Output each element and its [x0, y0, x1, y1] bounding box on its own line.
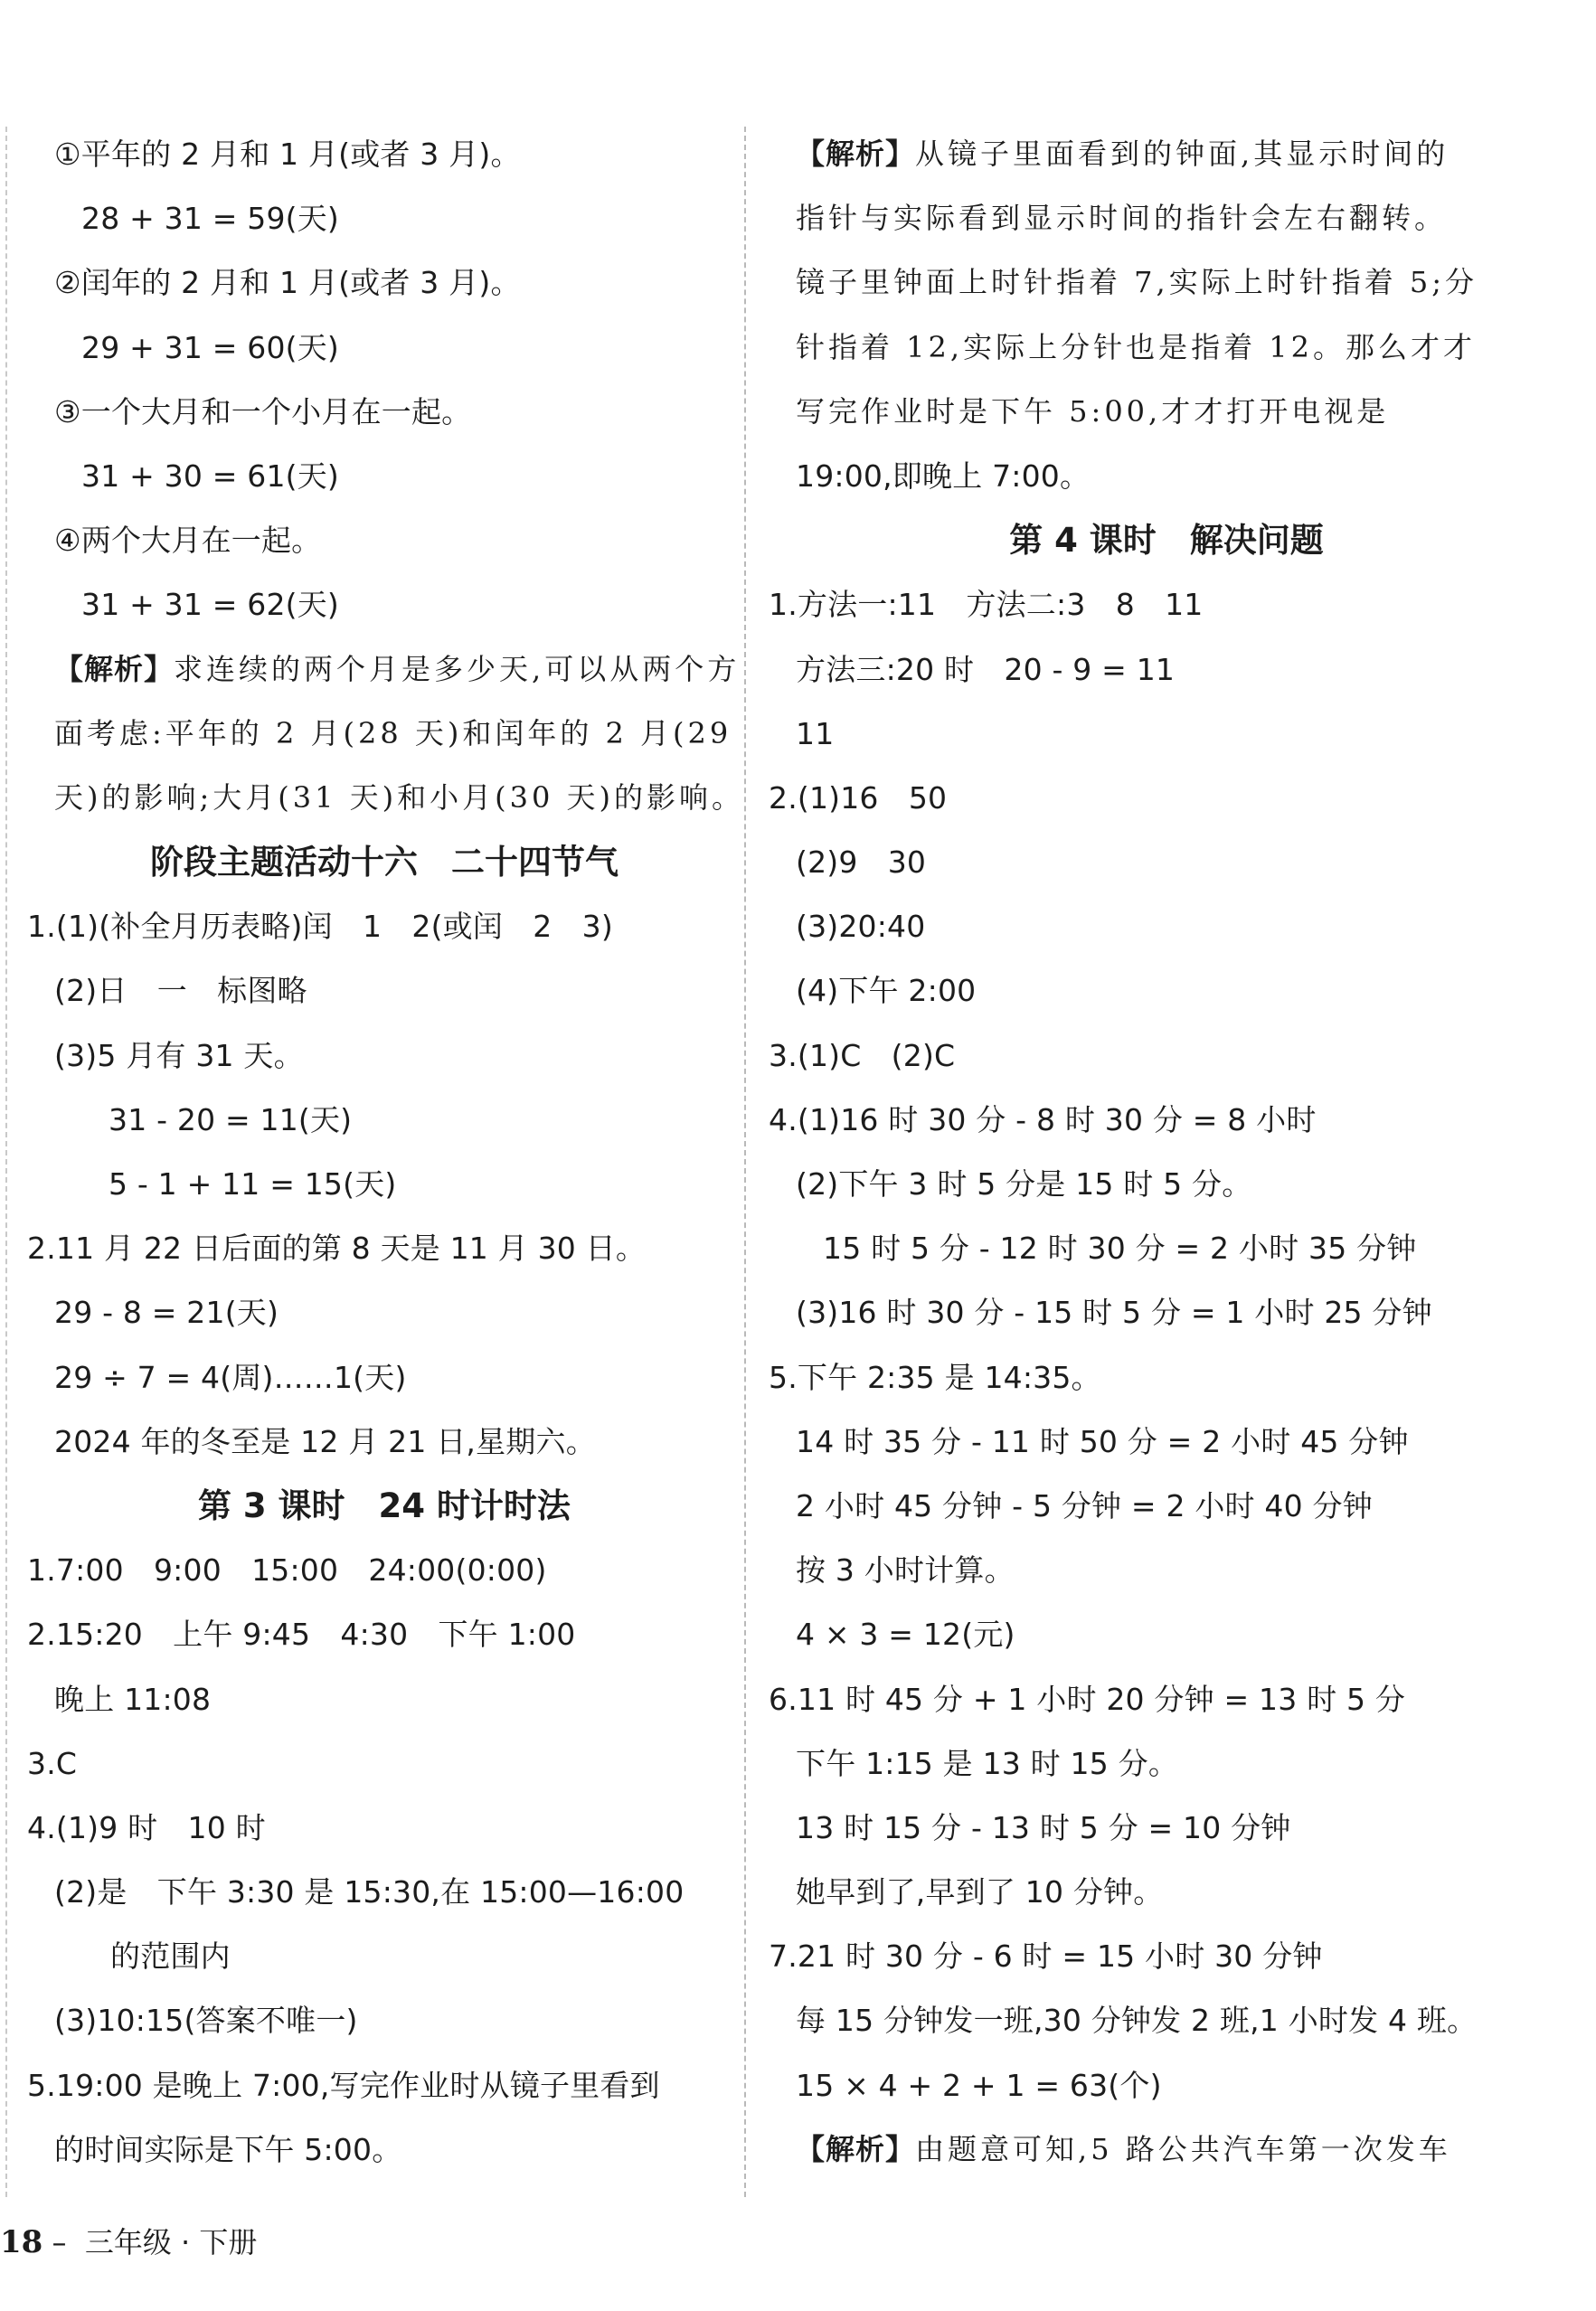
analysis-line: 指针与实际看到显示时间的指针会左右翻转。	[796, 201, 1448, 236]
text-line: 3.C	[27, 1745, 78, 1781]
text-line: 29 ÷ 7 = 4(周)……1(天)	[54, 1359, 407, 1395]
analysis-tag: 【解析】	[796, 2131, 916, 2166]
text-line: 5.19:00 是晚上 7:00,写完作业时从镜子里看到	[27, 2067, 660, 2103]
analysis-line: 写完作业时是下午 5:00,才才打开电视是	[796, 393, 1390, 429]
text-line: 11	[796, 715, 835, 751]
analysis-line	[769, 122, 1564, 186]
right-column	[769, 122, 1564, 2182]
text-line: (2)是 下午 3:30 是 15:30,在 15:00—16:00	[54, 1874, 685, 1910]
section-title: 第 3 课时 24 时计时法	[198, 1486, 571, 1525]
text-line: 1.(1)(补全月历表略)闰 1 2(或闰 2 3)	[27, 909, 613, 945]
margin-line	[5, 127, 7, 2197]
text-line: 5 - 1 + 11 = 15(天)	[109, 1166, 397, 1202]
text-line: (4)下午 2:00	[796, 973, 977, 1009]
text-line: 2024 年的冬至是 12 月 21 日,星期六。	[54, 1423, 596, 1459]
analysis-tag: 【解析】	[54, 651, 175, 686]
text-line: 14 时 35 分 - 11 时 50 分 = 2 小时 45 分钟	[796, 1423, 1409, 1459]
text-line: (2)日 一 标图略	[54, 973, 307, 1009]
text-line: 2 小时 45 分钟 - 5 分钟 = 2 小时 40 分钟	[796, 1487, 1373, 1523]
column-divider	[744, 127, 746, 2197]
text-line: 2.11 月 22 日后面的第 8 天是 11 月 30 日。	[27, 1231, 647, 1267]
text-line: (3)20:40	[796, 909, 926, 945]
analysis-line	[27, 637, 741, 702]
text-line: 1.方法一:11 方法二:3 8 11	[769, 587, 1204, 623]
analysis-line: 19:00,即晚上 7:00。	[796, 457, 1091, 494]
analysis-line	[769, 2118, 1564, 2182]
page-footer	[0, 2220, 257, 2261]
text-line: 31 + 31 = 62(天)	[81, 587, 339, 623]
text-line: ④两个大月在一起。	[54, 523, 322, 559]
text-line: 15 × 4 + 2 + 1 = 63(个)	[796, 2067, 1162, 2103]
text-line: (3)16 时 30 分 - 15 时 5 分 = 1 小时 25 分钟	[796, 1295, 1432, 1331]
analysis-line: 天)的影响;大月(31 天)和小月(30 天)的影响。	[54, 779, 744, 815]
text-line: (3)5 月有 31 天。	[54, 1037, 304, 1073]
section-title: 阶段主题活动十六 二十四节气	[150, 843, 619, 882]
text-line: 31 + 30 = 61(天)	[81, 457, 339, 494]
text-line: 4.(1)16 时 30 分 - 8 时 30 分 = 8 小时	[769, 1101, 1317, 1137]
text-line: 3.(1)C (2)C	[769, 1037, 956, 1073]
text-line: 下午 1:15 是 13 时 15 分。	[796, 1745, 1179, 1781]
text-line: 4 × 3 = 12(元)	[796, 1617, 1015, 1653]
text-line: 的时间实际是下午 5:00。	[54, 2131, 402, 2167]
text-line: 每 15 分钟发一班,30 分钟发 2 班,1 小时发 4 班。	[796, 2003, 1478, 2039]
analysis-line: 针指着 12,实际上分针也是指着 12。那么才才	[796, 329, 1476, 364]
text-line: ②闰年的 2 月和 1 月(或者 3 月)。	[54, 265, 521, 301]
text-line: 晚上 11:08	[54, 1681, 212, 1717]
text-line: ①平年的 2 月和 1 月(或者 3 月)。	[54, 137, 521, 172]
section-title: 第 4 课时 解决问题	[1009, 521, 1324, 561]
text-line: 28 + 31 = 59(天)	[81, 201, 339, 237]
text-line: 她早到了,早到了 10 分钟。	[796, 1874, 1164, 1910]
text-line: 的范围内	[110, 1938, 231, 1975]
text-line: (2)下午 3 时 5 分是 15 时 5 分。	[796, 1166, 1252, 1202]
text-line: 1.7:00 9:00 15:00 24:00(0:00)	[27, 1552, 547, 1589]
text-line: 29 + 31 = 60(天)	[81, 329, 339, 365]
footer-separator: –	[42, 2225, 85, 2259]
analysis-line: 镜子里钟面上时针指着 7,实际上时针指着 5;分	[796, 265, 1478, 300]
text-line: 6.11 时 45 分 + 1 小时 20 分钟 = 13 时 5 分	[769, 1681, 1406, 1717]
text-line: 13 时 15 分 - 13 时 5 分 = 10 分钟	[796, 1809, 1291, 1845]
text-line: 2.(1)16 50	[769, 779, 948, 816]
grade-label: 三年级 · 下册	[84, 2225, 258, 2259]
text-line: 方法三:20 时 20 - 9 = 11	[796, 651, 1176, 687]
analysis-line: 面考虑:平年的 2 月(28 天)和闰年的 2 月(29	[54, 715, 732, 750]
analysis-tag: 【解析】	[796, 137, 916, 171]
text-line: (3)10:15(答案不唯一)	[54, 2003, 358, 2039]
text-line: ③一个大月和一个小月在一起。	[54, 393, 472, 429]
page-number: 18	[0, 2224, 43, 2260]
analysis-text: 由题意可知,5 路公共汽车第一次发车	[915, 2131, 1451, 2166]
text-line: (2)9 30	[796, 844, 927, 881]
text-line: 2.15:20 上午 9:45 4:30 下午 1:00	[27, 1617, 576, 1653]
text-line: 按 3 小时计算。	[796, 1552, 1015, 1589]
text-line: 4.(1)9 时 10 时	[27, 1809, 266, 1845]
text-line: 5.下午 2:35 是 14:35。	[769, 1359, 1101, 1395]
text-line: 31 - 20 = 11(天)	[109, 1101, 353, 1137]
text-line: 7.21 时 30 分 - 6 时 = 15 小时 30 分钟	[769, 1938, 1323, 1975]
analysis-text: 从镜子里面看到的钟面,其显示时间的	[915, 137, 1450, 171]
text-line: 29 - 8 = 21(天)	[54, 1295, 279, 1331]
left-column	[27, 122, 744, 2182]
text-line: 15 时 5 分 - 12 时 30 分 = 2 小时 35 分钟	[823, 1231, 1417, 1267]
analysis-text: 求连续的两个月是多少天,可以从两个方	[174, 651, 741, 686]
